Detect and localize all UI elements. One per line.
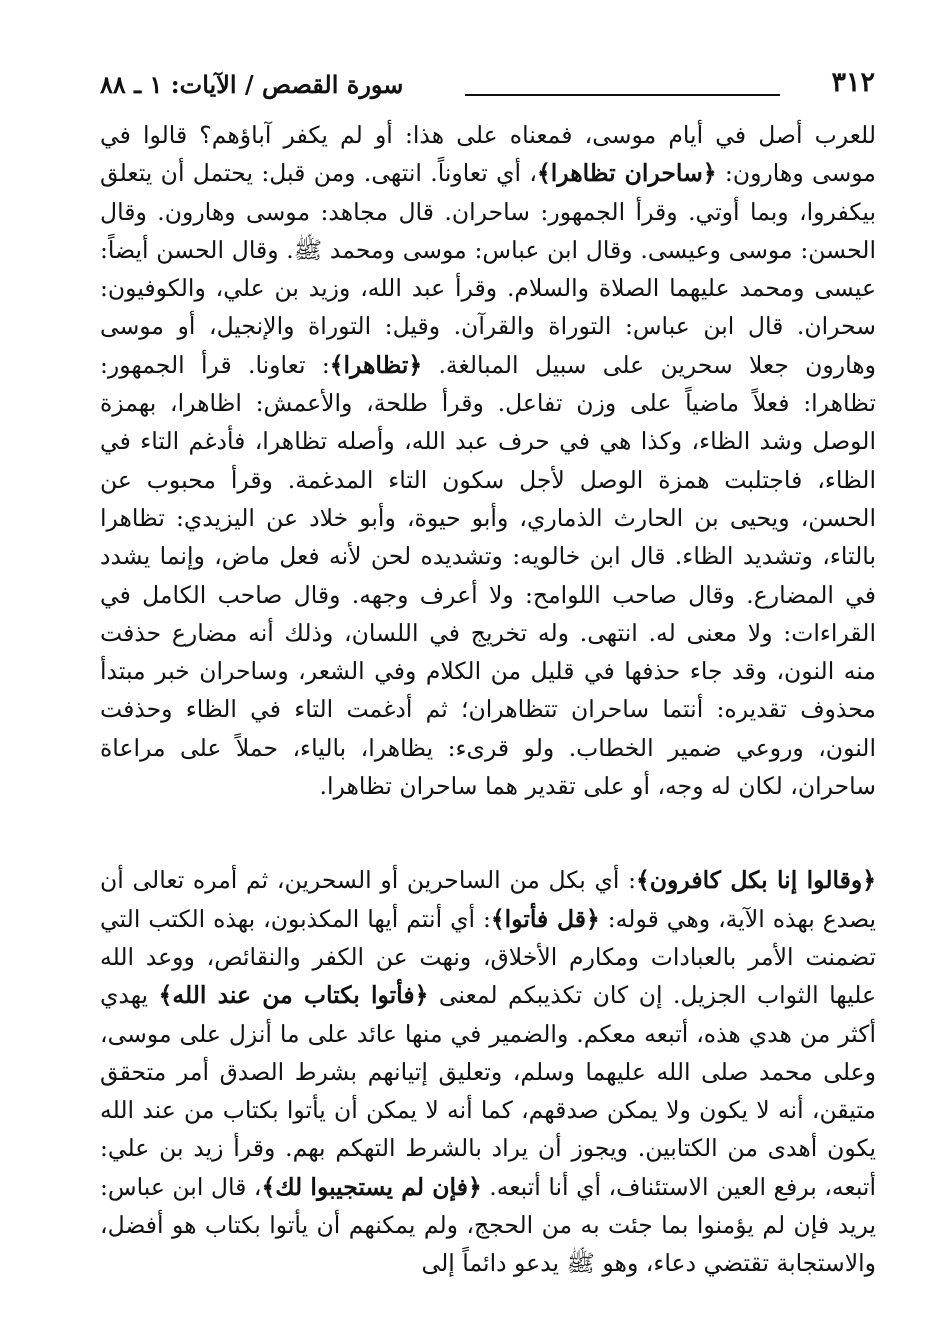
- text-run: يهدي أكثر من هدي هذه، أتبعه معكم. والضمير في منها عائد على ما أنزل على موسى، وعلى محمد صلى الله عليهما وسلم، وتعليق إتيانهم بشرط الصدق أمر متحقق متيقن، أنه لا يكون ولا يمكن صدقهم، كما أنه لا يمكن أن يأتوا بكتاب من عند الله يكون أهدى من الكتابين. ويجوز أن يراد بالشرط التهكم بهم. وقرأ زيد بن علي: أتبعه، برفع العين الاستئناف، أي أنا أتبعه.: [100, 981, 876, 1201]
- quran-quote: ﴿فأتوا بكتاب من عند الله﴾: [158, 981, 429, 1010]
- text-run: : أي أنتم أيها المكذبون، بهذه الكتب التي تضمنت الأمر بالعبادات ومكارم الأخلاق، ونهت عن الكفر والنقائص، ووعد الله عليها الثواب الجزيل. إن كان تكذيبكم لمعنى: [100, 904, 876, 1010]
- quran-quote: ﴿فإن لم يستجيبوا لك﴾: [261, 1172, 482, 1201]
- quran-quote: ﴿ساحران تظاهرا﴾: [536, 159, 717, 188]
- quran-quote: ﴿تظاهرا﴾: [329, 350, 423, 379]
- text-run: للعرب أصل في أيام موسى، فمعناه على هذا: أو لم يكفر آباؤهم؟ قالوا في موسى وهارون:: [100, 121, 877, 188]
- page-number: ٣١٢: [831, 67, 875, 98]
- commentary-paragraph-1: [100, 116, 876, 805]
- quran-quote: ﴿قل فأتوا﴾: [490, 904, 600, 933]
- text-run: : أي بكل من الساحرين أو السحرين، ثم أمره تعالى أن يصدع بهذه الآية، وهي قوله:: [100, 866, 877, 933]
- text-run: : تعاونا. قرأ الجمهور: تظاهرا: فعلاً ماضياً على وزن تفاعل. وقرأ طلحة، والأعمش: اظاهرا، بهمزة الوصل وشد الظاء، وكذا هي في حرف عبد الله، وأصله تظاهرا، فأدغم التاء في الظاء، فاجتلبت همزة الوصل لأجل سكون التاء المدغمة. وقرأ محبوب عن الحسن، ويحيى بن الحارث الذماري، وأبو حيوة، وأبو خلاد عن اليزيدي: تظاهرا بالتاء، وتشديد الظاء. قال ابن خالويه: وتشديده لحن لأنه فعل ماض، وإنما يشدد في المضارع. وقال صاحب اللوامح: ولا أعرف وجهه. وقال صاحب الكامل في القراءات: ولا معنى له. انتهى. وله تخريج في اللسان، وذلك أنه مضارع حذفت منه النون، وقد جاء حذفها في قليل من الكلام وفي الشعر، وساحران خبر مبتدأ محذوف تقديره: أنتما ساحران تتظاهران؛ ثم أدغمت التاء في الظاء وحذفت النون، وروعي ضمير الخطاب. ولو قرىء: يظاهرا، بالياء، حملاً على مراعاة ساحران، لكان له وجه، أو على تقدير هما ساحران تظاهرا.: [100, 350, 876, 801]
- text-run: ، أي تعاوناً. انتهى. ومن قبل: يحتمل أن يتعلق بيكفروا، وبما أوتي. وقرأ الجمهور: ساحران. قال مجاهد: موسى وهارون. وقال الحسن: موسى وعيسى. وقال ابن عباس: موسى ومحمد ﷺ. وقال الحسن أيضاً: عيسى ومحمد عليهما الصلاة والسلام. وقرأ عبد الله، وزيد بن علي، والكوفيون: سحران. قال ابن عباس: التوراة والقرآن. وقيل: التوراة والإنجيل، أو موسى وهارون جعلا سحرين على سبيل المبالغة.: [100, 159, 877, 379]
- text-run: ، قال ابن عباس: يريد فإن لم يؤمنوا بما جئت به من الحجج، ولم يمكنهم أن يأتوا بكتاب هو أفضل، والاستجابة تقتضي دعاء، وهو ﷺ يدعو دائماً إلى: [100, 1172, 876, 1278]
- commentary-paragraph-2: [100, 861, 876, 1282]
- quran-quote: ﴿وقالوا إنا بكل كافرون﴾: [636, 866, 876, 895]
- body-text: [100, 116, 876, 1283]
- page-header: [100, 64, 875, 104]
- header-rule: [465, 94, 780, 96]
- running-title: سورة القصص / الآيات: ١ ـ ٨٨: [100, 70, 404, 99]
